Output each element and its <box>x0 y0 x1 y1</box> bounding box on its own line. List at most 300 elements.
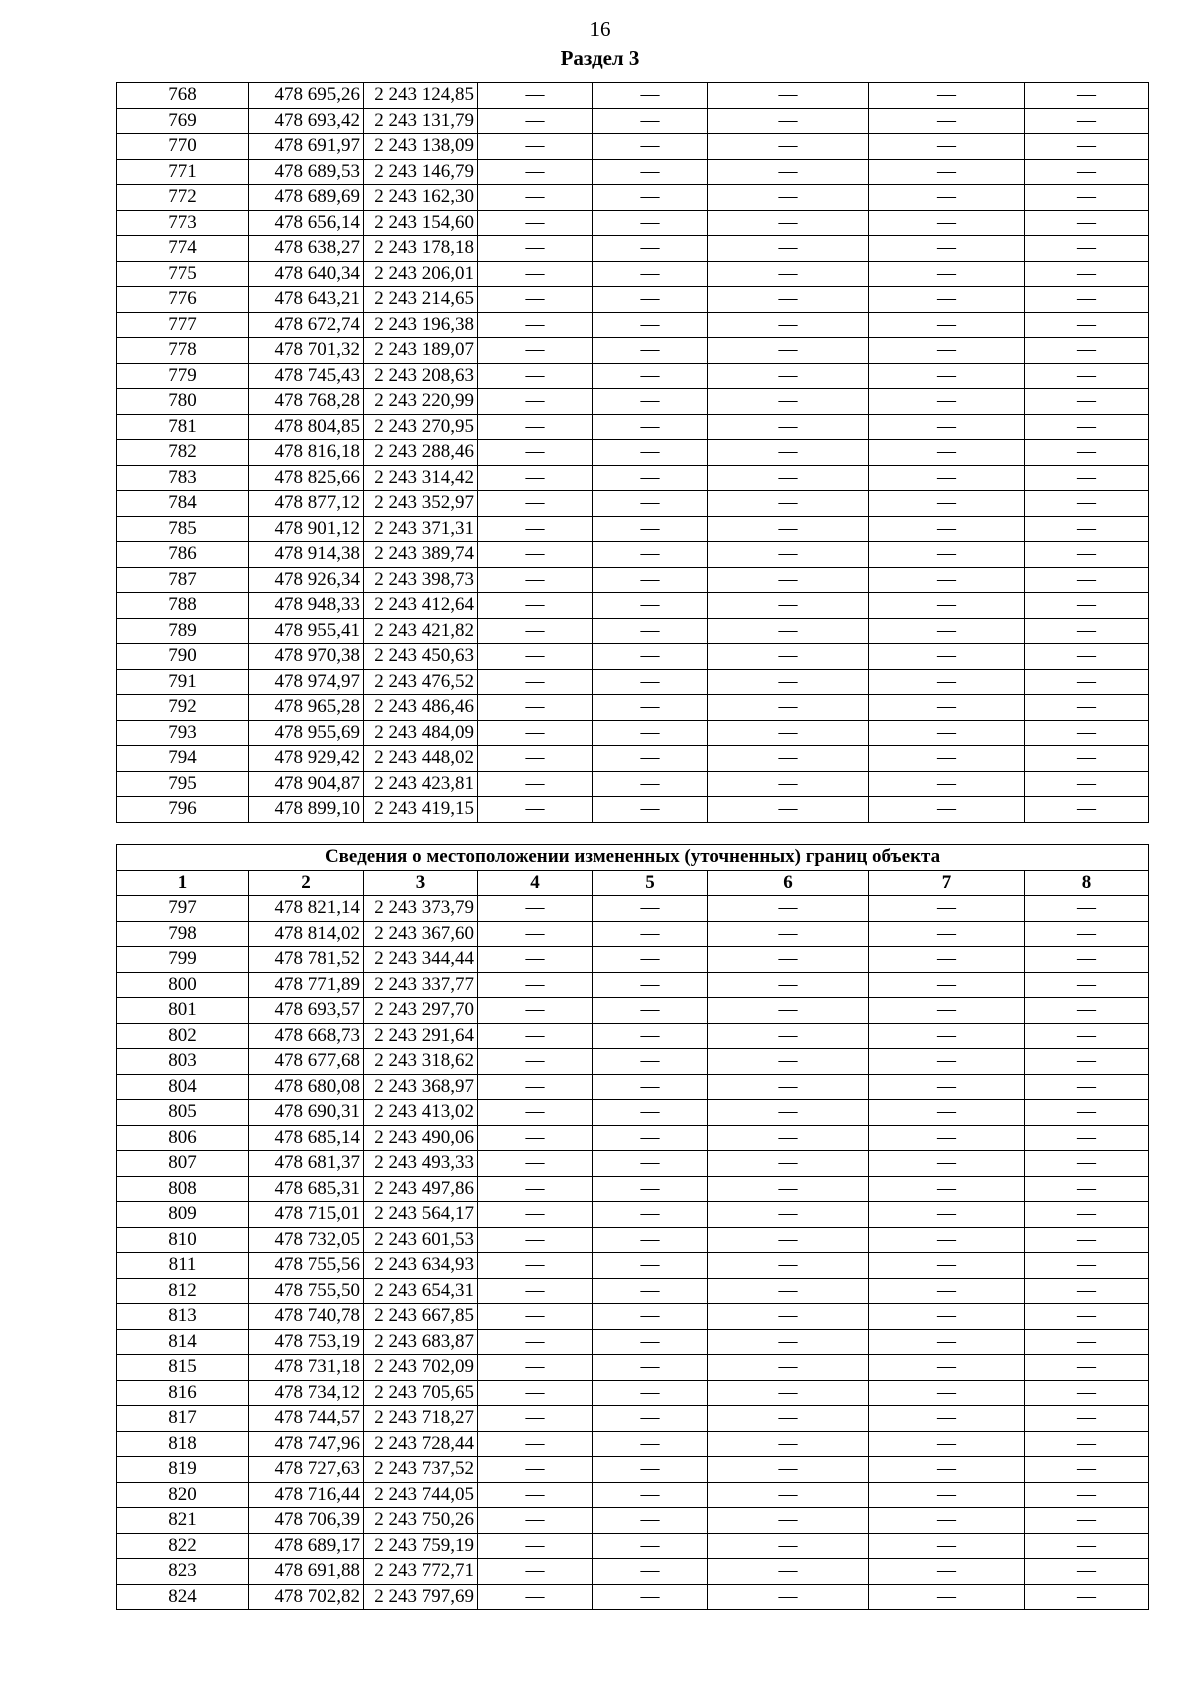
empty-dash-cell: — <box>869 287 1025 313</box>
table-row <box>117 720 1149 746</box>
empty-dash-cell: — <box>708 287 869 313</box>
x-coordinate-cell: 478 689,53 <box>249 159 364 185</box>
point-number-cell: 780 <box>117 389 249 415</box>
empty-dash-cell: — <box>1025 1253 1149 1279</box>
x-coordinate-cell: 478 643,21 <box>249 287 364 313</box>
x-coordinate-cell: 478 821,14 <box>249 896 364 922</box>
y-coordinate-cell: 2 243 154,60 <box>364 210 478 236</box>
point-number-cell: 806 <box>117 1125 249 1151</box>
point-number-cell: 801 <box>117 998 249 1024</box>
empty-dash-cell: — <box>478 236 593 262</box>
point-number-cell: 805 <box>117 1100 249 1126</box>
empty-dash-cell: — <box>593 567 708 593</box>
empty-dash-cell: — <box>869 185 1025 211</box>
empty-dash-cell: — <box>478 491 593 517</box>
empty-dash-cell: — <box>1025 1125 1149 1151</box>
table-row <box>117 1151 1149 1177</box>
empty-dash-cell: — <box>708 1406 869 1432</box>
point-number-cell: 778 <box>117 338 249 364</box>
point-number-cell: 799 <box>117 947 249 973</box>
y-coordinate-cell: 2 243 314,42 <box>364 465 478 491</box>
x-coordinate-cell: 478 702,82 <box>249 1584 364 1610</box>
point-number-cell: 785 <box>117 516 249 542</box>
empty-dash-cell: — <box>869 1176 1025 1202</box>
empty-dash-cell: — <box>708 896 869 922</box>
empty-dash-cell: — <box>593 797 708 823</box>
point-number-cell: 822 <box>117 1533 249 1559</box>
empty-dash-cell: — <box>708 516 869 542</box>
point-number-cell: 775 <box>117 261 249 287</box>
empty-dash-cell: — <box>1025 236 1149 262</box>
table-row <box>117 771 1149 797</box>
empty-dash-cell: — <box>478 1176 593 1202</box>
y-coordinate-cell: 2 243 131,79 <box>364 108 478 134</box>
empty-dash-cell: — <box>869 236 1025 262</box>
y-coordinate-cell: 2 243 371,31 <box>364 516 478 542</box>
y-coordinate-cell: 2 243 389,74 <box>364 542 478 568</box>
empty-dash-cell: — <box>1025 1431 1149 1457</box>
empty-dash-cell: — <box>708 720 869 746</box>
x-coordinate-cell: 478 771,89 <box>249 972 364 998</box>
x-coordinate-cell: 478 753,19 <box>249 1329 364 1355</box>
empty-dash-cell: — <box>1025 338 1149 364</box>
point-number-cell: 814 <box>117 1329 249 1355</box>
empty-dash-cell: — <box>708 1508 869 1534</box>
empty-dash-cell: — <box>478 593 593 619</box>
empty-dash-cell: — <box>1025 1227 1149 1253</box>
y-coordinate-cell: 2 243 162,30 <box>364 185 478 211</box>
empty-dash-cell: — <box>593 83 708 109</box>
empty-dash-cell: — <box>708 593 869 619</box>
empty-dash-cell: — <box>869 797 1025 823</box>
table-row <box>117 998 1149 1024</box>
y-coordinate-cell: 2 243 352,97 <box>364 491 478 517</box>
empty-dash-cell: — <box>869 998 1025 1024</box>
table-row <box>117 261 1149 287</box>
y-coordinate-cell: 2 243 220,99 <box>364 389 478 415</box>
empty-dash-cell: — <box>478 771 593 797</box>
empty-dash-cell: — <box>869 516 1025 542</box>
empty-dash-cell: — <box>478 669 593 695</box>
y-coordinate-cell: 2 243 412,64 <box>364 593 478 619</box>
y-coordinate-cell: 2 243 146,79 <box>364 159 478 185</box>
empty-dash-cell: — <box>593 210 708 236</box>
empty-dash-cell: — <box>708 159 869 185</box>
y-coordinate-cell: 2 243 413,02 <box>364 1100 478 1126</box>
empty-dash-cell: — <box>478 1253 593 1279</box>
x-coordinate-cell: 478 755,50 <box>249 1278 364 1304</box>
y-coordinate-cell: 2 243 728,44 <box>364 1431 478 1457</box>
empty-dash-cell: — <box>1025 1278 1149 1304</box>
table-row <box>117 440 1149 466</box>
empty-dash-cell: — <box>869 720 1025 746</box>
empty-dash-cell: — <box>869 1482 1025 1508</box>
empty-dash-cell: — <box>593 771 708 797</box>
table-row <box>117 618 1149 644</box>
column-header: 7 <box>869 870 1025 896</box>
point-number-cell: 812 <box>117 1278 249 1304</box>
empty-dash-cell: — <box>478 1533 593 1559</box>
empty-dash-cell: — <box>478 1482 593 1508</box>
point-number-cell: 773 <box>117 210 249 236</box>
empty-dash-cell: — <box>478 1151 593 1177</box>
y-coordinate-cell: 2 243 744,05 <box>364 1482 478 1508</box>
empty-dash-cell: — <box>869 440 1025 466</box>
empty-dash-cell: — <box>708 1533 869 1559</box>
x-coordinate-cell: 478 955,69 <box>249 720 364 746</box>
y-coordinate-cell: 2 243 490,06 <box>364 1125 478 1151</box>
empty-dash-cell: — <box>478 695 593 721</box>
point-number-cell: 798 <box>117 921 249 947</box>
empty-dash-cell: — <box>869 159 1025 185</box>
empty-dash-cell: — <box>869 921 1025 947</box>
column-header: 5 <box>593 870 708 896</box>
x-coordinate-cell: 478 970,38 <box>249 644 364 670</box>
empty-dash-cell: — <box>478 261 593 287</box>
empty-dash-cell: — <box>869 108 1025 134</box>
empty-dash-cell: — <box>593 491 708 517</box>
empty-dash-cell: — <box>1025 465 1149 491</box>
x-coordinate-cell: 478 732,05 <box>249 1227 364 1253</box>
table-row <box>117 1278 1149 1304</box>
empty-dash-cell: — <box>708 1329 869 1355</box>
column-header: 4 <box>478 870 593 896</box>
empty-dash-cell: — <box>1025 972 1149 998</box>
empty-dash-cell: — <box>593 185 708 211</box>
empty-dash-cell: — <box>708 1457 869 1483</box>
y-coordinate-cell: 2 243 337,77 <box>364 972 478 998</box>
empty-dash-cell: — <box>869 1457 1025 1483</box>
empty-dash-cell: — <box>593 1508 708 1534</box>
empty-dash-cell: — <box>869 1533 1025 1559</box>
empty-dash-cell: — <box>478 1584 593 1610</box>
empty-dash-cell: — <box>708 1278 869 1304</box>
empty-dash-cell: — <box>1025 516 1149 542</box>
y-coordinate-cell: 2 243 683,87 <box>364 1329 478 1355</box>
empty-dash-cell: — <box>593 389 708 415</box>
y-coordinate-cell: 2 243 189,07 <box>364 338 478 364</box>
empty-dash-cell: — <box>593 1023 708 1049</box>
table-row <box>117 414 1149 440</box>
x-coordinate-cell: 478 901,12 <box>249 516 364 542</box>
empty-dash-cell: — <box>593 1074 708 1100</box>
empty-dash-cell: — <box>478 644 593 670</box>
table-row <box>117 1482 1149 1508</box>
x-coordinate-cell: 478 716,44 <box>249 1482 364 1508</box>
empty-dash-cell: — <box>478 921 593 947</box>
empty-dash-cell: — <box>478 159 593 185</box>
empty-dash-cell: — <box>708 797 869 823</box>
empty-dash-cell: — <box>593 1584 708 1610</box>
empty-dash-cell: — <box>593 542 708 568</box>
point-number-cell: 774 <box>117 236 249 262</box>
point-number-cell: 777 <box>117 312 249 338</box>
empty-dash-cell: — <box>708 746 869 772</box>
empty-dash-cell: — <box>593 1482 708 1508</box>
empty-dash-cell: — <box>869 134 1025 160</box>
table-row <box>117 338 1149 364</box>
empty-dash-cell: — <box>1025 1533 1149 1559</box>
point-number-cell: 809 <box>117 1202 249 1228</box>
point-number-cell: 770 <box>117 134 249 160</box>
empty-dash-cell: — <box>1025 491 1149 517</box>
empty-dash-cell: — <box>708 1049 869 1075</box>
point-number-cell: 771 <box>117 159 249 185</box>
empty-dash-cell: — <box>708 1100 869 1126</box>
empty-dash-cell: — <box>593 1176 708 1202</box>
empty-dash-cell: — <box>593 746 708 772</box>
empty-dash-cell: — <box>869 1329 1025 1355</box>
table-row <box>117 921 1149 947</box>
empty-dash-cell: — <box>593 1304 708 1330</box>
empty-dash-cell: — <box>1025 797 1149 823</box>
point-number-cell: 789 <box>117 618 249 644</box>
column-header: 1 <box>117 870 249 896</box>
empty-dash-cell: — <box>1025 1329 1149 1355</box>
empty-dash-cell: — <box>1025 1100 1149 1126</box>
empty-dash-cell: — <box>1025 1508 1149 1534</box>
empty-dash-cell: — <box>869 1559 1025 1585</box>
empty-dash-cell: — <box>1025 287 1149 313</box>
table-row <box>117 1508 1149 1534</box>
table-row <box>117 1125 1149 1151</box>
column-header: 8 <box>1025 870 1149 896</box>
y-coordinate-cell: 2 243 138,09 <box>364 134 478 160</box>
empty-dash-cell: — <box>869 389 1025 415</box>
empty-dash-cell: — <box>478 1074 593 1100</box>
x-coordinate-cell: 478 693,57 <box>249 998 364 1024</box>
empty-dash-cell: — <box>1025 1406 1149 1432</box>
empty-dash-cell: — <box>869 1278 1025 1304</box>
y-coordinate-cell: 2 243 178,18 <box>364 236 478 262</box>
table-row <box>117 1049 1149 1075</box>
empty-dash-cell: — <box>478 1508 593 1534</box>
empty-dash-cell: — <box>478 1355 593 1381</box>
x-coordinate-cell: 478 926,34 <box>249 567 364 593</box>
point-number-cell: 813 <box>117 1304 249 1330</box>
y-coordinate-cell: 2 243 344,44 <box>364 947 478 973</box>
empty-dash-cell: — <box>869 1431 1025 1457</box>
empty-dash-cell: — <box>708 618 869 644</box>
table-row <box>117 947 1149 973</box>
table-row <box>117 542 1149 568</box>
empty-dash-cell: — <box>478 287 593 313</box>
x-coordinate-cell: 478 744,57 <box>249 1406 364 1432</box>
x-coordinate-cell: 478 695,26 <box>249 83 364 109</box>
empty-dash-cell: — <box>1025 1584 1149 1610</box>
empty-dash-cell: — <box>1025 261 1149 287</box>
empty-dash-cell: — <box>593 108 708 134</box>
empty-dash-cell: — <box>478 1227 593 1253</box>
x-coordinate-cell: 478 727,63 <box>249 1457 364 1483</box>
point-number-cell: 768 <box>117 83 249 109</box>
empty-dash-cell: — <box>593 363 708 389</box>
empty-dash-cell: — <box>708 185 869 211</box>
empty-dash-cell: — <box>708 261 869 287</box>
empty-dash-cell: — <box>478 972 593 998</box>
table-row <box>117 1355 1149 1381</box>
x-coordinate-cell: 478 877,12 <box>249 491 364 517</box>
empty-dash-cell: — <box>708 1151 869 1177</box>
table-row <box>117 236 1149 262</box>
empty-dash-cell: — <box>708 1227 869 1253</box>
empty-dash-cell: — <box>478 363 593 389</box>
empty-dash-cell: — <box>1025 771 1149 797</box>
x-coordinate-cell: 478 701,32 <box>249 338 364 364</box>
empty-dash-cell: — <box>708 491 869 517</box>
table-caption: Сведения о местоположении измененных (уточненных) границ объекта <box>117 845 1149 871</box>
point-number-cell: 820 <box>117 1482 249 1508</box>
x-coordinate-cell: 478 825,66 <box>249 465 364 491</box>
point-number-cell: 792 <box>117 695 249 721</box>
empty-dash-cell: — <box>869 1227 1025 1253</box>
table-row <box>117 644 1149 670</box>
empty-dash-cell: — <box>593 1355 708 1381</box>
empty-dash-cell: — <box>708 771 869 797</box>
empty-dash-cell: — <box>478 746 593 772</box>
empty-dash-cell: — <box>593 465 708 491</box>
empty-dash-cell: — <box>869 695 1025 721</box>
point-number-cell: 821 <box>117 1508 249 1534</box>
empty-dash-cell: — <box>708 542 869 568</box>
y-coordinate-cell: 2 243 601,53 <box>364 1227 478 1253</box>
empty-dash-cell: — <box>1025 921 1149 947</box>
empty-dash-cell: — <box>478 516 593 542</box>
table-row <box>117 1304 1149 1330</box>
y-coordinate-cell: 2 243 737,52 <box>364 1457 478 1483</box>
empty-dash-cell: — <box>593 414 708 440</box>
point-number-cell: 823 <box>117 1559 249 1585</box>
empty-dash-cell: — <box>708 998 869 1024</box>
y-coordinate-cell: 2 243 667,85 <box>364 1304 478 1330</box>
empty-dash-cell: — <box>1025 440 1149 466</box>
y-coordinate-cell: 2 243 124,85 <box>364 83 478 109</box>
table-row <box>117 1329 1149 1355</box>
empty-dash-cell: — <box>708 83 869 109</box>
empty-dash-cell: — <box>1025 185 1149 211</box>
empty-dash-cell: — <box>478 1406 593 1432</box>
empty-dash-cell: — <box>869 1049 1025 1075</box>
empty-dash-cell: — <box>708 669 869 695</box>
empty-dash-cell: — <box>708 108 869 134</box>
empty-dash-cell: — <box>478 542 593 568</box>
x-coordinate-cell: 478 715,01 <box>249 1202 364 1228</box>
table-row <box>117 1074 1149 1100</box>
table-row <box>117 695 1149 721</box>
empty-dash-cell: — <box>478 134 593 160</box>
empty-dash-cell: — <box>593 1533 708 1559</box>
y-coordinate-cell: 2 243 421,82 <box>364 618 478 644</box>
x-coordinate-cell: 478 691,88 <box>249 1559 364 1585</box>
empty-dash-cell: — <box>593 1151 708 1177</box>
empty-dash-cell: — <box>1025 312 1149 338</box>
empty-dash-cell: — <box>708 1355 869 1381</box>
empty-dash-cell: — <box>478 210 593 236</box>
empty-dash-cell: — <box>708 363 869 389</box>
empty-dash-cell: — <box>1025 669 1149 695</box>
point-number-cell: 779 <box>117 363 249 389</box>
changed-boundaries-table <box>116 844 1149 1610</box>
empty-dash-cell: — <box>593 134 708 160</box>
table-row <box>117 1380 1149 1406</box>
empty-dash-cell: — <box>593 644 708 670</box>
empty-dash-cell: — <box>1025 542 1149 568</box>
empty-dash-cell: — <box>869 338 1025 364</box>
y-coordinate-cell: 2 243 291,64 <box>364 1023 478 1049</box>
y-coordinate-cell: 2 243 705,65 <box>364 1380 478 1406</box>
empty-dash-cell: — <box>708 1125 869 1151</box>
empty-dash-cell: — <box>478 1125 593 1151</box>
y-coordinate-cell: 2 243 208,63 <box>364 363 478 389</box>
table-row <box>117 1176 1149 1202</box>
empty-dash-cell: — <box>708 1584 869 1610</box>
empty-dash-cell: — <box>478 896 593 922</box>
empty-dash-cell: — <box>869 414 1025 440</box>
y-coordinate-cell: 2 243 367,60 <box>364 921 478 947</box>
table-row <box>117 669 1149 695</box>
empty-dash-cell: — <box>869 465 1025 491</box>
empty-dash-cell: — <box>869 312 1025 338</box>
empty-dash-cell: — <box>708 1559 869 1585</box>
empty-dash-cell: — <box>478 618 593 644</box>
empty-dash-cell: — <box>478 1049 593 1075</box>
y-coordinate-cell: 2 243 564,17 <box>364 1202 478 1228</box>
table-row <box>117 465 1149 491</box>
empty-dash-cell: — <box>1025 210 1149 236</box>
x-coordinate-cell: 478 656,14 <box>249 210 364 236</box>
table-row <box>117 746 1149 772</box>
empty-dash-cell: — <box>478 1023 593 1049</box>
point-number-cell: 782 <box>117 440 249 466</box>
empty-dash-cell: — <box>708 921 869 947</box>
point-number-cell: 791 <box>117 669 249 695</box>
empty-dash-cell: — <box>478 312 593 338</box>
point-number-cell: 772 <box>117 185 249 211</box>
y-coordinate-cell: 2 243 634,93 <box>364 1253 478 1279</box>
empty-dash-cell: — <box>478 1329 593 1355</box>
point-number-cell: 783 <box>117 465 249 491</box>
y-coordinate-cell: 2 243 448,02 <box>364 746 478 772</box>
empty-dash-cell: — <box>869 972 1025 998</box>
empty-dash-cell: — <box>593 1329 708 1355</box>
table-row <box>117 1559 1149 1585</box>
point-number-cell: 800 <box>117 972 249 998</box>
x-coordinate-cell: 478 929,42 <box>249 746 364 772</box>
y-coordinate-cell: 2 243 654,31 <box>364 1278 478 1304</box>
empty-dash-cell: — <box>1025 1380 1149 1406</box>
empty-dash-cell: — <box>593 1278 708 1304</box>
empty-dash-cell: — <box>1025 1049 1149 1075</box>
table-row <box>117 1023 1149 1049</box>
empty-dash-cell: — <box>708 644 869 670</box>
point-number-cell: 781 <box>117 414 249 440</box>
table-row <box>117 134 1149 160</box>
empty-dash-cell: — <box>593 1202 708 1228</box>
empty-dash-cell: — <box>708 414 869 440</box>
y-coordinate-cell: 2 243 196,38 <box>364 312 478 338</box>
empty-dash-cell: — <box>1025 1482 1149 1508</box>
empty-dash-cell: — <box>708 1202 869 1228</box>
x-coordinate-cell: 478 768,28 <box>249 389 364 415</box>
empty-dash-cell: — <box>708 389 869 415</box>
y-coordinate-cell: 2 243 398,73 <box>364 567 478 593</box>
x-coordinate-cell: 478 814,02 <box>249 921 364 947</box>
empty-dash-cell: — <box>869 1202 1025 1228</box>
empty-dash-cell: — <box>869 491 1025 517</box>
empty-dash-cell: — <box>1025 695 1149 721</box>
x-coordinate-cell: 478 948,33 <box>249 593 364 619</box>
table-row <box>117 389 1149 415</box>
